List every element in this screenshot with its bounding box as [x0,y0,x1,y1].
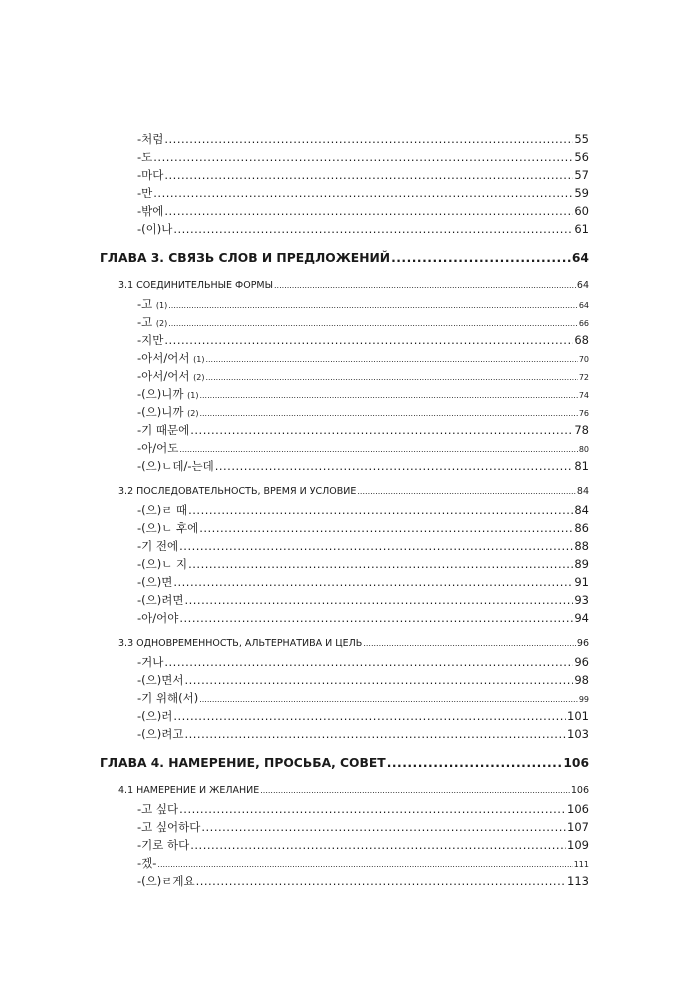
dot-leader [164,166,573,184]
dot-leader [274,277,576,295]
dot-leader [164,202,573,220]
toc-entry[interactable] [100,609,589,627]
dot-leader [196,872,566,890]
toc-title [137,707,172,725]
dot-leader [363,635,576,653]
dot-leader [168,297,578,315]
toc-title [100,754,386,772]
dot-leader [184,671,573,689]
toc-page-number: 78 [574,423,589,437]
toc-entry[interactable] [100,166,589,184]
toc-title [137,519,198,537]
dot-leader [387,754,563,772]
toc-title-text: -(으)려면 [137,593,184,607]
toc-title-text: ГЛАВА 3. СВЯЗЬ СЛОВ И ПРЕДЛОЖЕНИЙ [100,251,391,265]
toc-title [137,653,163,671]
toc-title-suffix: (1) [193,355,205,364]
toc-title-text: -(으)러 [137,709,173,723]
toc-title-text: 3.1 СОЕДИНИТЕЛЬНЫЕ ФОРМЫ [118,280,273,291]
toc-title-text: -(이)나 [137,222,173,236]
toc-title-text: -아서/어서 [137,351,190,365]
toc-title-text: -기 위해(서) [137,691,199,705]
toc-page-number: 84 [574,503,589,517]
toc-entry[interactable] [100,573,589,591]
toc-title-text: 3.2 ПОСЛЕДОВАТЕЛЬНОСТЬ, ВРЕМЯ И УСЛОВИЕ [118,486,357,497]
toc-entry[interactable] [100,818,589,836]
toc-entry[interactable] [100,220,589,238]
toc-title-suffix: (2) [187,409,199,418]
toc-entry[interactable] [100,800,589,818]
toc-title [137,421,189,439]
toc-title-text: -처럼 [137,132,164,146]
toc-title [137,349,204,369]
toc-title [137,220,172,238]
toc-page-number: 106 [570,785,589,796]
toc-chapter[interactable] [100,754,589,774]
toc-entry[interactable] [100,519,589,537]
toc-title-text: -아/어야 [137,611,179,625]
toc-title [137,818,200,836]
toc-title-text: ГЛАВА 4. НАМЕРЕНИЕ, ПРОСЬБА, СОВЕТ [100,756,386,770]
toc-title-suffix: (1) [155,301,168,310]
toc-title-text: -겠- [137,856,157,870]
toc-title [118,635,362,653]
toc-page-number: 106 [567,802,589,816]
toc-title-text: -(으)ㄹ 때 [137,503,188,517]
toc-page-number: 80 [578,445,589,454]
toc-section[interactable] [100,635,589,653]
toc-title-text: -(으)ㄴ 지 [137,557,188,571]
toc-title [137,854,156,872]
toc-page-number: 68 [574,333,589,347]
toc-entry[interactable] [100,148,589,166]
toc-page-number: 96 [576,638,589,649]
dot-leader [260,782,570,800]
toc-title-text: -(으)려고 [137,727,184,741]
toc-page-number: 60 [574,204,589,218]
toc-page-number: 64 [578,301,589,310]
toc-title-text: -(으)면 [137,575,173,589]
dot-leader [190,836,566,854]
dot-leader [215,457,574,475]
toc-title [137,130,163,148]
toc-entry[interactable] [100,130,589,148]
toc-title-text: -(으)ㄴ 후에 [137,521,199,535]
toc-page-number: 113 [567,874,589,888]
toc-title [137,800,178,818]
toc-title [137,555,187,573]
dot-leader [199,387,577,405]
toc-page-number: 93 [574,593,589,607]
toc-page-number: 94 [574,611,589,625]
toc-title-text: 3.3 ОДНОВРЕМЕННОСТЬ, АЛЬТЕРНАТИВА И ЦЕЛЬ [118,638,363,649]
toc-title-text: -거나 [137,655,164,669]
toc-title [137,537,178,555]
toc-title-text: -아서/어서 [137,369,190,383]
toc-section[interactable] [100,483,589,501]
toc-title [137,184,152,202]
dot-leader [184,725,566,743]
toc-title [137,403,198,423]
toc-title [137,385,198,405]
toc-title-text: -지만 [137,333,164,347]
toc-entry[interactable] [100,854,589,872]
dot-leader [173,220,573,238]
dot-leader [173,573,573,591]
toc-title [137,591,183,609]
toc-title [137,367,204,387]
toc-title [137,166,163,184]
dot-leader [164,331,573,349]
toc-entry[interactable] [100,367,589,385]
toc-title [137,331,163,349]
dot-leader [164,653,573,671]
toc-entry[interactable] [100,313,589,331]
toc-title-text: -밖에 [137,204,164,218]
toc-page-number: 56 [574,150,589,164]
toc-title-text: -고 [137,297,153,311]
dot-leader [164,130,573,148]
dot-leader [205,351,577,369]
table-of-contents [100,130,589,890]
toc-entry[interactable] [100,555,589,573]
dot-leader [153,184,573,202]
toc-page-number: 59 [574,186,589,200]
toc-page-number: 72 [578,373,589,382]
toc-entry[interactable] [100,202,589,220]
toc-title [137,689,198,707]
dot-leader [201,818,566,836]
toc-page-number: 111 [573,860,589,869]
toc-page-number: 61 [574,222,589,236]
toc-title [137,501,187,519]
toc-page-number: 74 [578,391,589,400]
toc-page-number: 81 [574,459,589,473]
toc-entry[interactable] [100,671,589,689]
toc-entry[interactable] [100,385,589,403]
dot-leader [391,249,571,267]
dot-leader [205,369,577,387]
toc-entry[interactable] [100,836,589,854]
dot-leader [184,591,573,609]
toc-page-number: 96 [574,655,589,669]
toc-entry[interactable] [100,872,589,890]
toc-title [137,609,178,627]
toc-title-text: -(으)ㄴ데/-는데 [137,459,214,473]
toc-title-text: -아/어도 [137,441,179,455]
toc-entry[interactable] [100,421,589,439]
toc-page-number: 101 [567,709,589,723]
toc-title-text: -도 [137,150,153,164]
toc-page-number: 84 [576,486,589,497]
toc-page-number: 86 [574,521,589,535]
toc-page-number: 109 [567,838,589,852]
dot-leader [357,483,576,501]
toc-page-number: 64 [576,280,589,291]
toc-entry[interactable] [100,689,589,707]
toc-title [137,573,172,591]
toc-title [137,439,178,457]
toc-title [137,295,167,315]
toc-page-number: 107 [567,820,589,834]
toc-entry[interactable] [100,349,589,367]
toc-entry[interactable] [100,331,589,349]
toc-title [137,671,183,689]
toc-title [137,148,152,166]
dot-leader [190,421,573,439]
toc-title-text: -(으)니까 [137,405,184,419]
toc-page-number: 76 [578,409,589,418]
toc-title [137,457,214,475]
toc-title [137,313,167,333]
toc-page-number: 91 [574,575,589,589]
toc-entry[interactable] [100,501,589,519]
dot-leader [179,609,573,627]
toc-title-suffix: (1) [187,391,199,400]
toc-page-number: 88 [574,539,589,553]
toc-title-text: -(으)ㄹ게요 [137,874,195,888]
toc-title-text: 4.1 НАМЕРЕНИЕ И ЖЕЛАНИЕ [118,785,260,796]
toc-title-suffix: (2) [155,319,168,328]
toc-page-number: 55 [574,132,589,146]
toc-title [118,782,259,800]
toc-chapter[interactable] [100,249,589,269]
dot-leader [179,537,573,555]
toc-entry[interactable] [100,725,589,743]
toc-title-text: -고 [137,315,153,329]
toc-title-text: -기로 하다 [137,838,190,852]
toc-title [118,483,356,501]
toc-title-text: -고 싶다 [137,802,179,816]
toc-page-number: 98 [574,673,589,687]
toc-title-text: -기 전에 [137,539,179,553]
toc-title-text: -기 때문에 [137,423,190,437]
toc-title [118,277,273,295]
toc-title [100,249,390,267]
toc-title [137,725,183,743]
toc-page-number: 70 [578,355,589,364]
toc-entry[interactable] [100,591,589,609]
toc-title-text: -(으)면서 [137,673,184,687]
toc-section[interactable] [100,782,589,800]
dot-leader [188,501,573,519]
dot-leader [188,555,573,573]
toc-entry[interactable] [100,537,589,555]
toc-page-number: 99 [578,695,589,704]
toc-page-number: 106 [563,756,589,770]
toc-title-text: -마다 [137,168,164,182]
toc-page-number: 64 [571,251,589,265]
toc-title [137,872,195,890]
dot-leader [179,800,566,818]
dot-leader [153,148,573,166]
toc-title [137,202,163,220]
toc-entry[interactable] [100,184,589,202]
toc-entry[interactable] [100,439,589,457]
toc-section[interactable] [100,277,589,295]
dot-leader [173,707,566,725]
toc-entry[interactable] [100,707,589,725]
toc-entry[interactable] [100,295,589,313]
toc-entry[interactable] [100,457,589,475]
toc-page-number: 57 [574,168,589,182]
toc-page-number: 66 [578,319,589,328]
toc-entry[interactable] [100,653,589,671]
toc-title-text: -고 싶어하다 [137,820,201,834]
toc-title [137,836,189,854]
toc-entry[interactable] [100,403,589,421]
toc-title-text: -만 [137,186,153,200]
toc-page-number: 89 [574,557,589,571]
toc-title-suffix: (2) [193,373,205,382]
toc-page-number: 103 [567,727,589,741]
dot-leader [199,519,573,537]
toc-title-text: -(으)니까 [137,387,184,401]
